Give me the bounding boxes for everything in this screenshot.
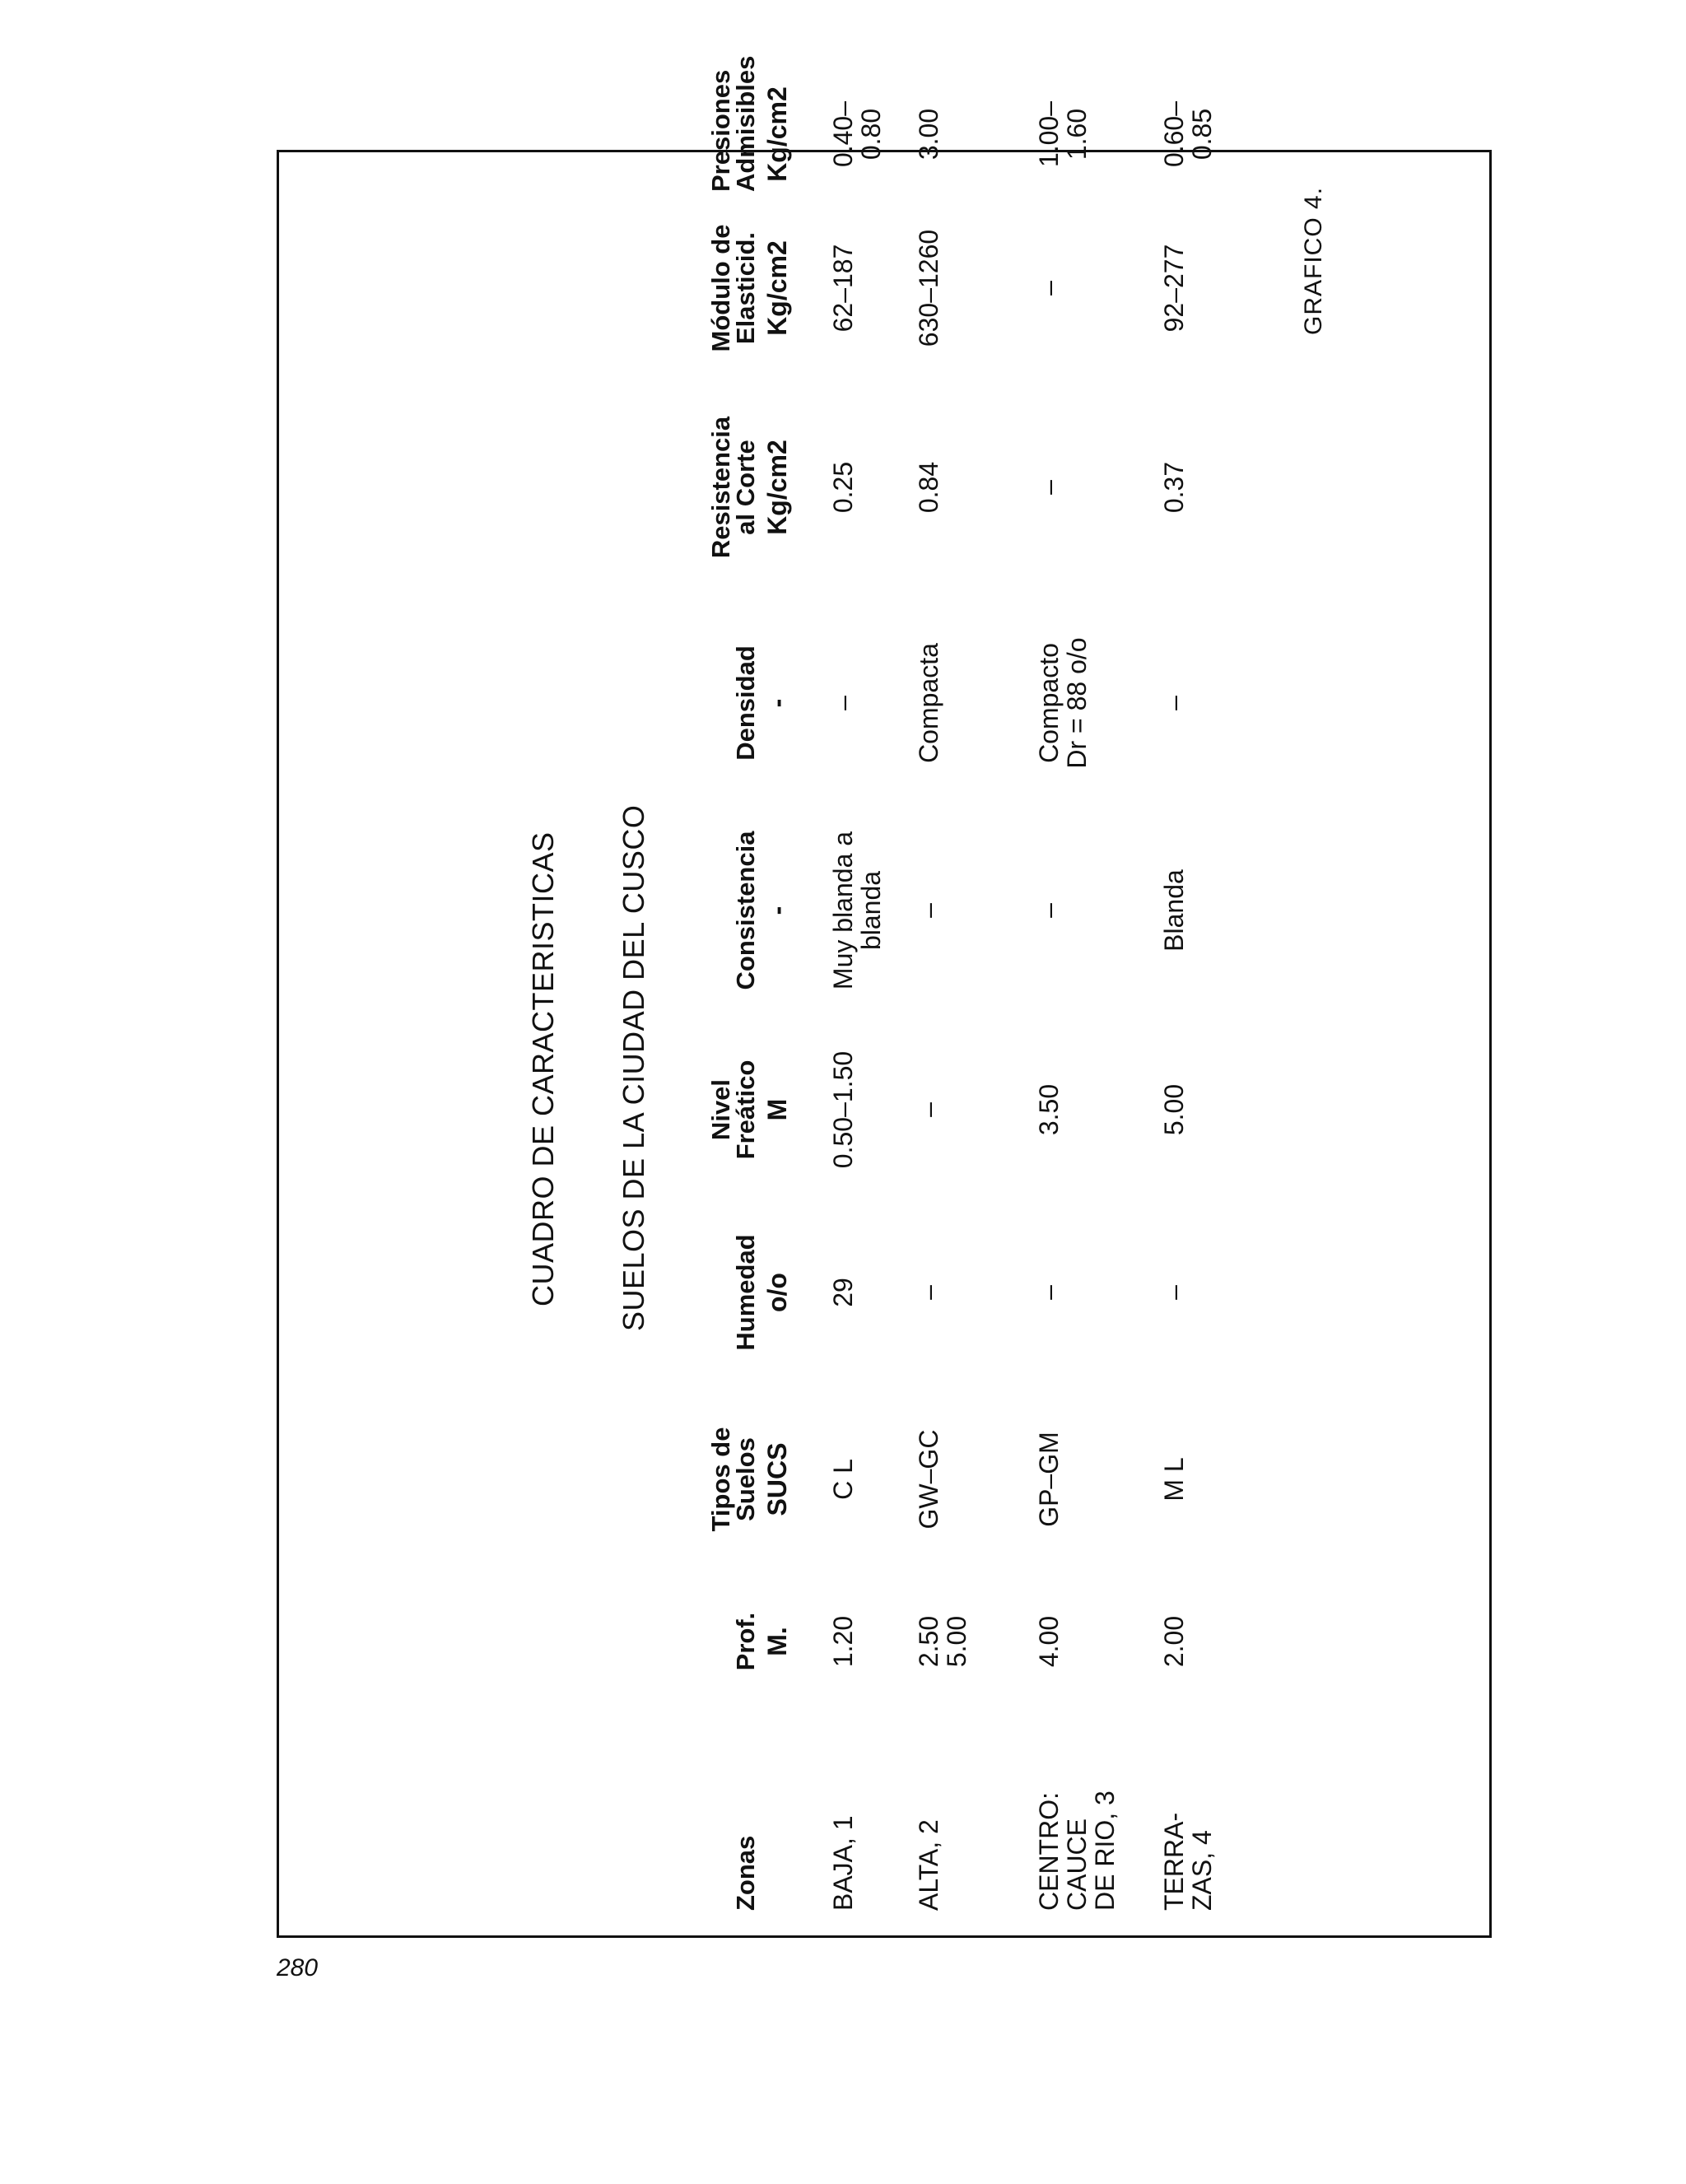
header-nivel-line2: Freático <box>731 1059 760 1160</box>
cell-densidad <box>915 595 1035 811</box>
header-resistencia-line1: Resistencia <box>706 416 735 559</box>
cell-modulo: – <box>1034 281 1064 296</box>
unit-densidad: - <box>762 698 792 708</box>
cell-presiones: 0.60–0.85 <box>1159 100 1217 168</box>
header-modulo <box>706 197 758 380</box>
cell-humedad: – <box>914 1285 943 1300</box>
header-presiones-line2: Admisibles <box>731 55 760 192</box>
header-row <box>706 72 758 1916</box>
cell-zona <box>1035 1700 1160 1916</box>
header-tipos-line1: Tipos de <box>706 1427 735 1532</box>
table-subtitle: SUELOS DE LA CIUDAD DEL CUSCO <box>617 804 650 1331</box>
table-title: CUADRO DE CARACTERISTICAS <box>526 831 560 1306</box>
unit-prof: M. <box>762 1627 792 1656</box>
cell-resistencia: 0.84 <box>914 461 943 514</box>
unit-modulo: Kg/cm2 <box>762 240 792 336</box>
consistencia-line: Muy blanda a <box>828 831 858 990</box>
cell-consistencia <box>829 811 915 1010</box>
header-tipos-line2: Suelos <box>731 1437 760 1521</box>
densidad-line: – <box>828 696 858 710</box>
table-row <box>1160 72 1242 1916</box>
zona-line: ZAS, 4 <box>1187 1830 1217 1911</box>
figure-label: GRAFICO 4. <box>1300 186 1327 335</box>
zona-line: DE RIO, 3 <box>1090 1791 1120 1911</box>
header-tipos <box>706 1376 758 1583</box>
header-consistencia: Consistencia <box>731 831 760 990</box>
header-resistencia-line2: al Corte <box>731 440 760 535</box>
header-presiones-line1: Presiones <box>706 69 735 192</box>
densidad-line: – <box>1159 696 1189 710</box>
cell-nivel: – <box>914 1102 943 1117</box>
unit-tipos: SUCS <box>762 1442 792 1516</box>
prof-line: 2.50 <box>914 1615 943 1668</box>
cell-zona <box>1160 1700 1242 1916</box>
header-zonas: Zonas <box>731 1835 760 1911</box>
header-modulo-line1: Módulo de <box>706 224 735 352</box>
cell-humedad: – <box>1159 1285 1189 1300</box>
cell-consistencia <box>915 811 1035 1010</box>
cell-prof <box>1035 1583 1160 1700</box>
table-row <box>829 72 915 1916</box>
cell-resistencia: 0.37 <box>1159 461 1189 514</box>
header-humedad: Humedad <box>731 1234 760 1351</box>
zona-line: CAUCE <box>1062 1818 1092 1911</box>
cell-modulo: 62–187 <box>828 244 858 333</box>
header-densidad: Densidad <box>731 645 760 761</box>
table-frame <box>277 55 1492 1938</box>
densidad-line: Dr = 88 o/o <box>1062 637 1092 769</box>
rotated-page-content <box>279 55 1494 1940</box>
cell-consistencia <box>1160 811 1242 1010</box>
soil-characteristics-table <box>706 55 1242 1916</box>
header-resistencia <box>706 380 758 595</box>
cell-modulo: 630–1260 <box>914 229 943 347</box>
prof-line: 4.00 <box>1034 1615 1064 1668</box>
unit-nivel: M <box>762 1098 792 1121</box>
cell-nivel: 3.50 <box>1034 1083 1064 1136</box>
table-row <box>915 72 1035 1916</box>
page-number: 280 <box>277 1954 319 1981</box>
cell-densidad <box>1035 595 1160 811</box>
cell-nivel: 5.00 <box>1159 1083 1189 1136</box>
cell-humedad: – <box>1034 1285 1064 1300</box>
prof-line: 2.00 <box>1159 1615 1189 1668</box>
units-row <box>758 72 829 1916</box>
consistencia-line: blanda <box>856 870 886 951</box>
zona-line: TERRA- <box>1159 1812 1189 1911</box>
header-prof: Prof. <box>731 1612 760 1671</box>
unit-zonas <box>758 1700 829 1916</box>
table-row <box>1035 72 1160 1916</box>
header-presiones <box>706 55 760 197</box>
cell-presiones: 3.00 <box>914 108 943 161</box>
unit-resistencia: Kg/cm2 <box>762 440 792 535</box>
cell-nivel: 0.50–1.50 <box>828 1050 858 1169</box>
cell-prof <box>1160 1583 1242 1700</box>
densidad-line: Compacto <box>1034 643 1064 763</box>
zona-line: BAJA, 1 <box>828 1815 858 1911</box>
cell-modulo: 92–277 <box>1159 244 1189 333</box>
unit-presiones: Kg/cm2 <box>762 86 792 182</box>
cell-presiones: 1.00–1.60 <box>1034 100 1092 168</box>
prof-line: 5.00 <box>942 1615 971 1668</box>
unit-consistencia: - <box>762 906 792 915</box>
cell-tipo: C L <box>828 1459 858 1500</box>
cell-humedad: 29 <box>828 1278 858 1307</box>
cell-zona <box>915 1700 1035 1916</box>
cell-tipo: M L <box>1159 1457 1189 1502</box>
cell-prof <box>915 1583 1035 1700</box>
cell-prof <box>829 1583 915 1700</box>
cell-consistencia <box>1035 811 1160 1010</box>
consistencia-line: Blanda <box>1159 869 1189 952</box>
densidad-line: Compacta <box>914 643 943 763</box>
consistencia-line: – <box>1034 903 1064 918</box>
cell-resistencia: 0.25 <box>828 461 858 514</box>
cell-resistencia: – <box>1034 480 1064 495</box>
zona-line: CENTRO: <box>1034 1792 1064 1911</box>
unit-humedad: o/o <box>762 1273 792 1312</box>
header-nivel-line1: Nivel <box>706 1078 735 1141</box>
cell-tipo: GP–GM <box>1034 1432 1064 1527</box>
cell-presiones: 0.40–0.80 <box>828 100 886 168</box>
cell-densidad <box>829 595 915 811</box>
prof-line: 1.20 <box>828 1615 858 1668</box>
header-nivel <box>706 1010 758 1209</box>
cell-tipo: GW–GC <box>914 1429 943 1530</box>
cell-zona <box>829 1700 915 1916</box>
header-modulo-line2: Elasticid. <box>731 231 760 345</box>
cell-densidad <box>1160 595 1242 811</box>
consistencia-line: – <box>914 903 943 918</box>
zona-line: ALTA, 2 <box>914 1819 943 1911</box>
